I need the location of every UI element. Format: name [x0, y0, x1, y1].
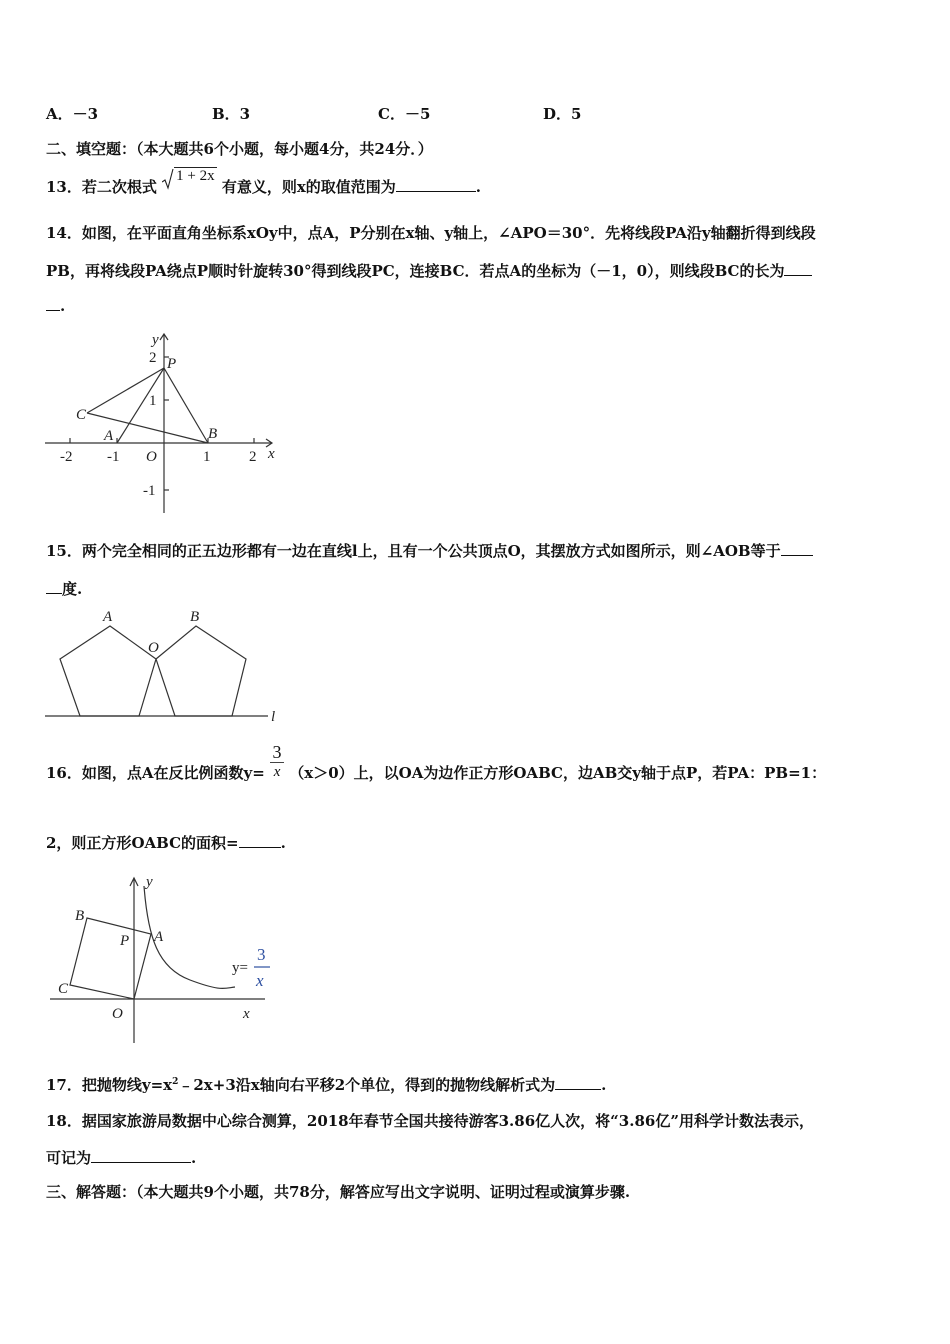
- q14-answer-blank-2[interactable]: [46, 296, 60, 311]
- option-c: C．－5: [378, 105, 431, 123]
- fig16-label-y: y: [146, 874, 153, 890]
- option-a: A．－3: [46, 105, 99, 123]
- q16-suffix: （x＞0）上，以OA为边作正方形OABC，边AB交y轴于点P，若PA：PB=1：: [289, 763, 827, 782]
- q17-answer-blank[interactable]: [555, 1075, 601, 1090]
- q14-line2-text: PB，再将线段PA绕点P顺时针旋转30°得到线段PC，连接BC．若点A的坐标为（－1，0），则线段BC的长为: [46, 262, 785, 280]
- question-14-line-2: [46, 260, 812, 281]
- q16-prefix: 16．如图，点A在反比例函数y=: [46, 763, 265, 782]
- question-13: [46, 168, 481, 196]
- figure-15: [40, 606, 290, 726]
- option-d: D．5: [543, 105, 582, 123]
- q14-answer-blank-1[interactable]: [784, 261, 812, 276]
- fig14-point-B: B: [208, 426, 218, 442]
- question-16-line-1: [46, 742, 826, 790]
- fig14-tick-x-neg2: -2: [60, 449, 73, 465]
- q17-superscript: 2: [172, 1077, 179, 1087]
- fig16-label-x: x: [243, 1006, 250, 1022]
- q16-fraction: [270, 742, 284, 781]
- question-14-line-3: [46, 296, 65, 315]
- segment-PB: [164, 368, 208, 443]
- question-16-line-2: [46, 832, 286, 853]
- question-18-line-1: 18．据国家旅游局数据中心综合测算，2018年春节全国共接待游客3.86亿人次，将“3.86亿”用科学计数法表示，: [46, 1112, 814, 1130]
- function-label: [232, 945, 270, 990]
- q18-line2-text: 可记为: [46, 1149, 92, 1167]
- q18-answer-blank[interactable]: [91, 1148, 191, 1163]
- q15-end: 度.: [62, 580, 83, 598]
- section-3-title: 三、解答题：（本大题共9个小题，共78分，解答应写出文字说明、证明过程或演算步骤.: [46, 1183, 631, 1201]
- fig15-label-l: l: [271, 709, 276, 725]
- right-pentagon: [156, 626, 246, 716]
- fig16-label-O: O: [112, 1006, 123, 1022]
- fig16-func-prefix: y=: [232, 960, 248, 976]
- question-17: [46, 1074, 606, 1095]
- figure-14: [40, 328, 290, 518]
- q13-end: .: [475, 178, 481, 196]
- fig14-point-P: P: [167, 356, 177, 372]
- question-14-line-1: 14．如图，在平面直角坐标系xOy中，点A，P分别在x轴、y轴上，∠APO＝30°．先将线段PA沿y轴翻折得到线段: [46, 224, 816, 242]
- fig14-tick-x-2: 2: [249, 449, 257, 465]
- q15-answer-blank-1[interactable]: [781, 541, 813, 556]
- fig14-tick-y-neg1: -1: [143, 483, 156, 499]
- fig14-tick-y-2: 2: [149, 350, 157, 366]
- left-pentagon: [60, 626, 156, 716]
- fig16-func-num: 3: [257, 945, 266, 964]
- q16-line2-text: 2，则正方形OABC的面积=: [46, 834, 239, 852]
- q16-answer-blank[interactable]: [239, 833, 281, 848]
- q16-frac-num: 3: [272, 742, 282, 762]
- square-OABC: [70, 918, 151, 999]
- radical-sign-icon: [162, 168, 174, 190]
- q16-end: .: [280, 834, 286, 852]
- q17-prefix: 17．把抛物线y=x: [46, 1076, 173, 1094]
- q13-radical: [162, 168, 216, 190]
- fig14-tick-x-1: 1: [203, 449, 211, 465]
- question-15-line-2: [46, 578, 82, 599]
- q14-end: .: [60, 297, 66, 315]
- q13-prefix: 13．若二次根式: [46, 178, 157, 196]
- fig16-label-B: B: [75, 908, 85, 924]
- q17-suffix: ﹣2x+3沿x轴向右平移2个单位，得到的抛物线解析式为: [178, 1076, 556, 1094]
- q17-end: .: [601, 1076, 607, 1094]
- fig14-x-label: x: [268, 446, 275, 462]
- question-15-line-1: [46, 540, 813, 561]
- q18-end: .: [191, 1149, 197, 1167]
- fig16-func-den: x: [256, 971, 264, 990]
- q15-answer-blank-2[interactable]: [46, 579, 62, 594]
- fig16-label-P: P: [120, 933, 130, 949]
- fig14-y-label: y: [152, 332, 159, 348]
- q13-radicand: 1 + 2x: [176, 168, 215, 184]
- fig15-label-A: A: [103, 609, 113, 625]
- q15-line1-text: 15．两个完全相同的正五边形都有一边在直线l上，且有一个公共顶点O，其摆放方式如图所示，则∠AOB等于: [46, 542, 781, 560]
- q16-frac-den: x: [273, 764, 281, 780]
- figure-16: [40, 868, 290, 1046]
- fig14-origin: O: [146, 449, 157, 465]
- fig14-tick-y-1: 1: [149, 393, 157, 409]
- fig16-label-A: A: [154, 929, 164, 945]
- fig16-label-C: C: [58, 981, 69, 997]
- question-18-line-2: [46, 1147, 196, 1168]
- q13-answer-blank[interactable]: [396, 177, 476, 192]
- section-2-title: 二、填空题：（本大题共6个小题，每小题4分，共24分．）: [46, 140, 433, 158]
- segment-PA: [117, 368, 164, 443]
- fig15-label-B: B: [190, 609, 200, 625]
- fig15-label-O: O: [148, 640, 159, 656]
- fig14-point-C: C: [76, 407, 87, 423]
- option-b: B．3: [212, 105, 251, 123]
- q13-suffix: 有意义，则x的取值范围为: [221, 178, 396, 196]
- fig14-point-A: A: [104, 428, 114, 444]
- fig14-tick-x-neg1: -1: [107, 449, 120, 465]
